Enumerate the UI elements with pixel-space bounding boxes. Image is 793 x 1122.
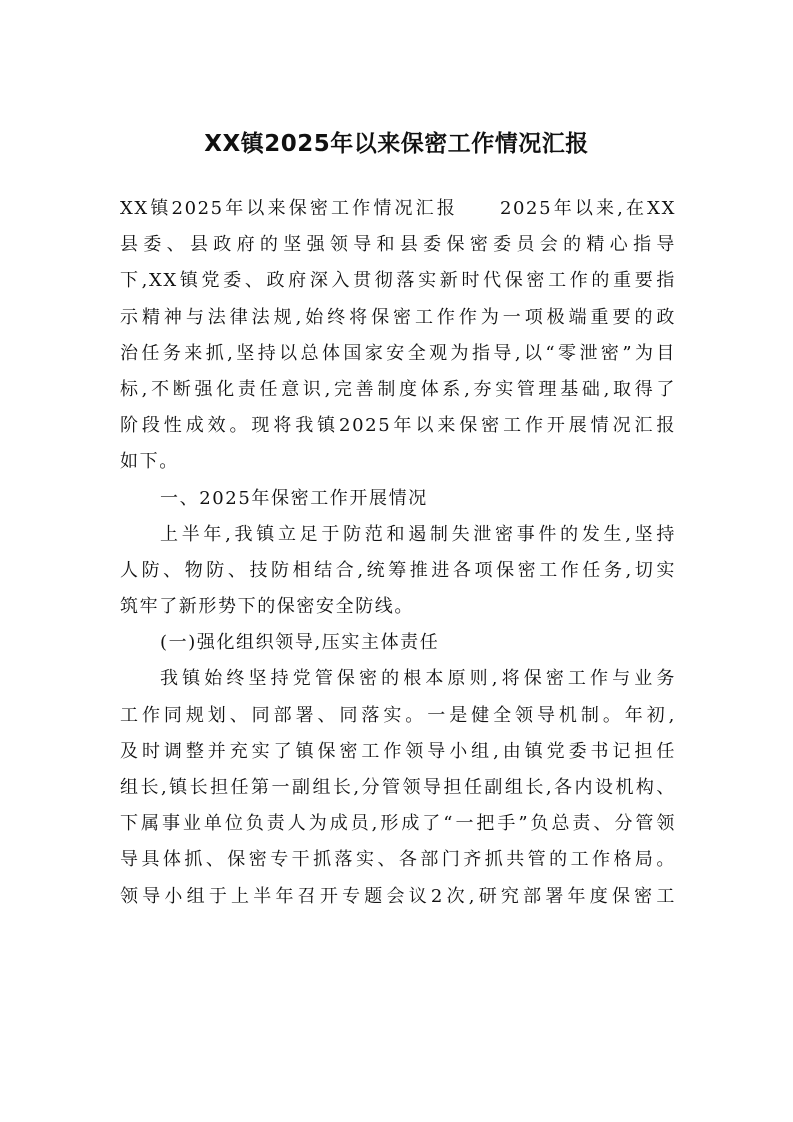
paragraph-5-line-3: 及时调整并充实了镇保密工作领导小组,由镇党委书记担任 bbox=[120, 740, 676, 762]
heading-repeat: XX镇2025年以来保密工作情况汇报 bbox=[120, 198, 458, 219]
paragraph-1-line-2: 县委、县政府的坚强领导和县委保密委员会的精心指导 bbox=[120, 234, 676, 256]
paragraph-3-line-3: 筑牢了新形势下的保密安全防线。 bbox=[120, 596, 414, 618]
paragraph-1-line-8: 如下。 bbox=[120, 451, 179, 473]
document-body bbox=[120, 191, 676, 915]
subsection-heading-1: (一)强化组织领导,压实主体责任 bbox=[160, 632, 440, 654]
paragraph-5-line-4: 组长,镇长担任第一副组长,分管领导担任副组长,各内设机构、 bbox=[120, 777, 676, 798]
paragraph-1-line-6: 标,不断强化责任意识,完善制度体系,夯实管理基础,取得了 bbox=[120, 378, 676, 400]
paragraph-5-line-5: 下属事业单位负责人为成员,形成了“一把手”负总责、分管领 bbox=[120, 813, 676, 835]
paragraph-5-line-1: 我镇始终坚持党管保密的根本原则,将保密工作与业务 bbox=[160, 668, 676, 690]
paragraph-1-line-3: 下,XX镇党委、政府深入贯彻落实新时代保密工作的重要指 bbox=[120, 270, 676, 292]
section-heading-1: 一、2025年保密工作开展情况 bbox=[160, 487, 428, 509]
paragraph-1-line-4: 示精神与法律法规,始终将保密工作作为一项极端重要的政 bbox=[120, 306, 676, 328]
paragraph-3-line-1: 上半年,我镇立足于防范和遏制失泄密事件的发生,坚持 bbox=[160, 523, 676, 545]
paragraph-1-line-1 bbox=[120, 191, 676, 227]
document-title: XX镇2025年以来保密工作情况汇报 bbox=[204, 131, 589, 157]
paragraph-5-line-6: 导具体抓、保密专干抓落实、各部门齐抓共管的工作格局。 bbox=[120, 849, 676, 871]
paragraph-1-line-1-tail: 2025年以来,在XX bbox=[499, 198, 676, 219]
paragraph-5-line-7: 领导小组于上半年召开专题会议2次,研究部署年度保密工 bbox=[120, 885, 676, 907]
paragraph-1-line-5: 治任务来抓,坚持以总体国家安全观为指导,以“零泄密”为目 bbox=[120, 342, 676, 364]
paragraph-1-line-7: 阶段性成效。现将我镇2025年以来保密工作开展情况汇报 bbox=[120, 415, 676, 437]
paragraph-5-line-2: 工作同规划、同部署、同落实。一是健全领导机制。年初, bbox=[120, 704, 676, 726]
paragraph-3-line-2: 人防、物防、技防相结合,统筹推进各项保密工作任务,切实 bbox=[120, 559, 676, 581]
